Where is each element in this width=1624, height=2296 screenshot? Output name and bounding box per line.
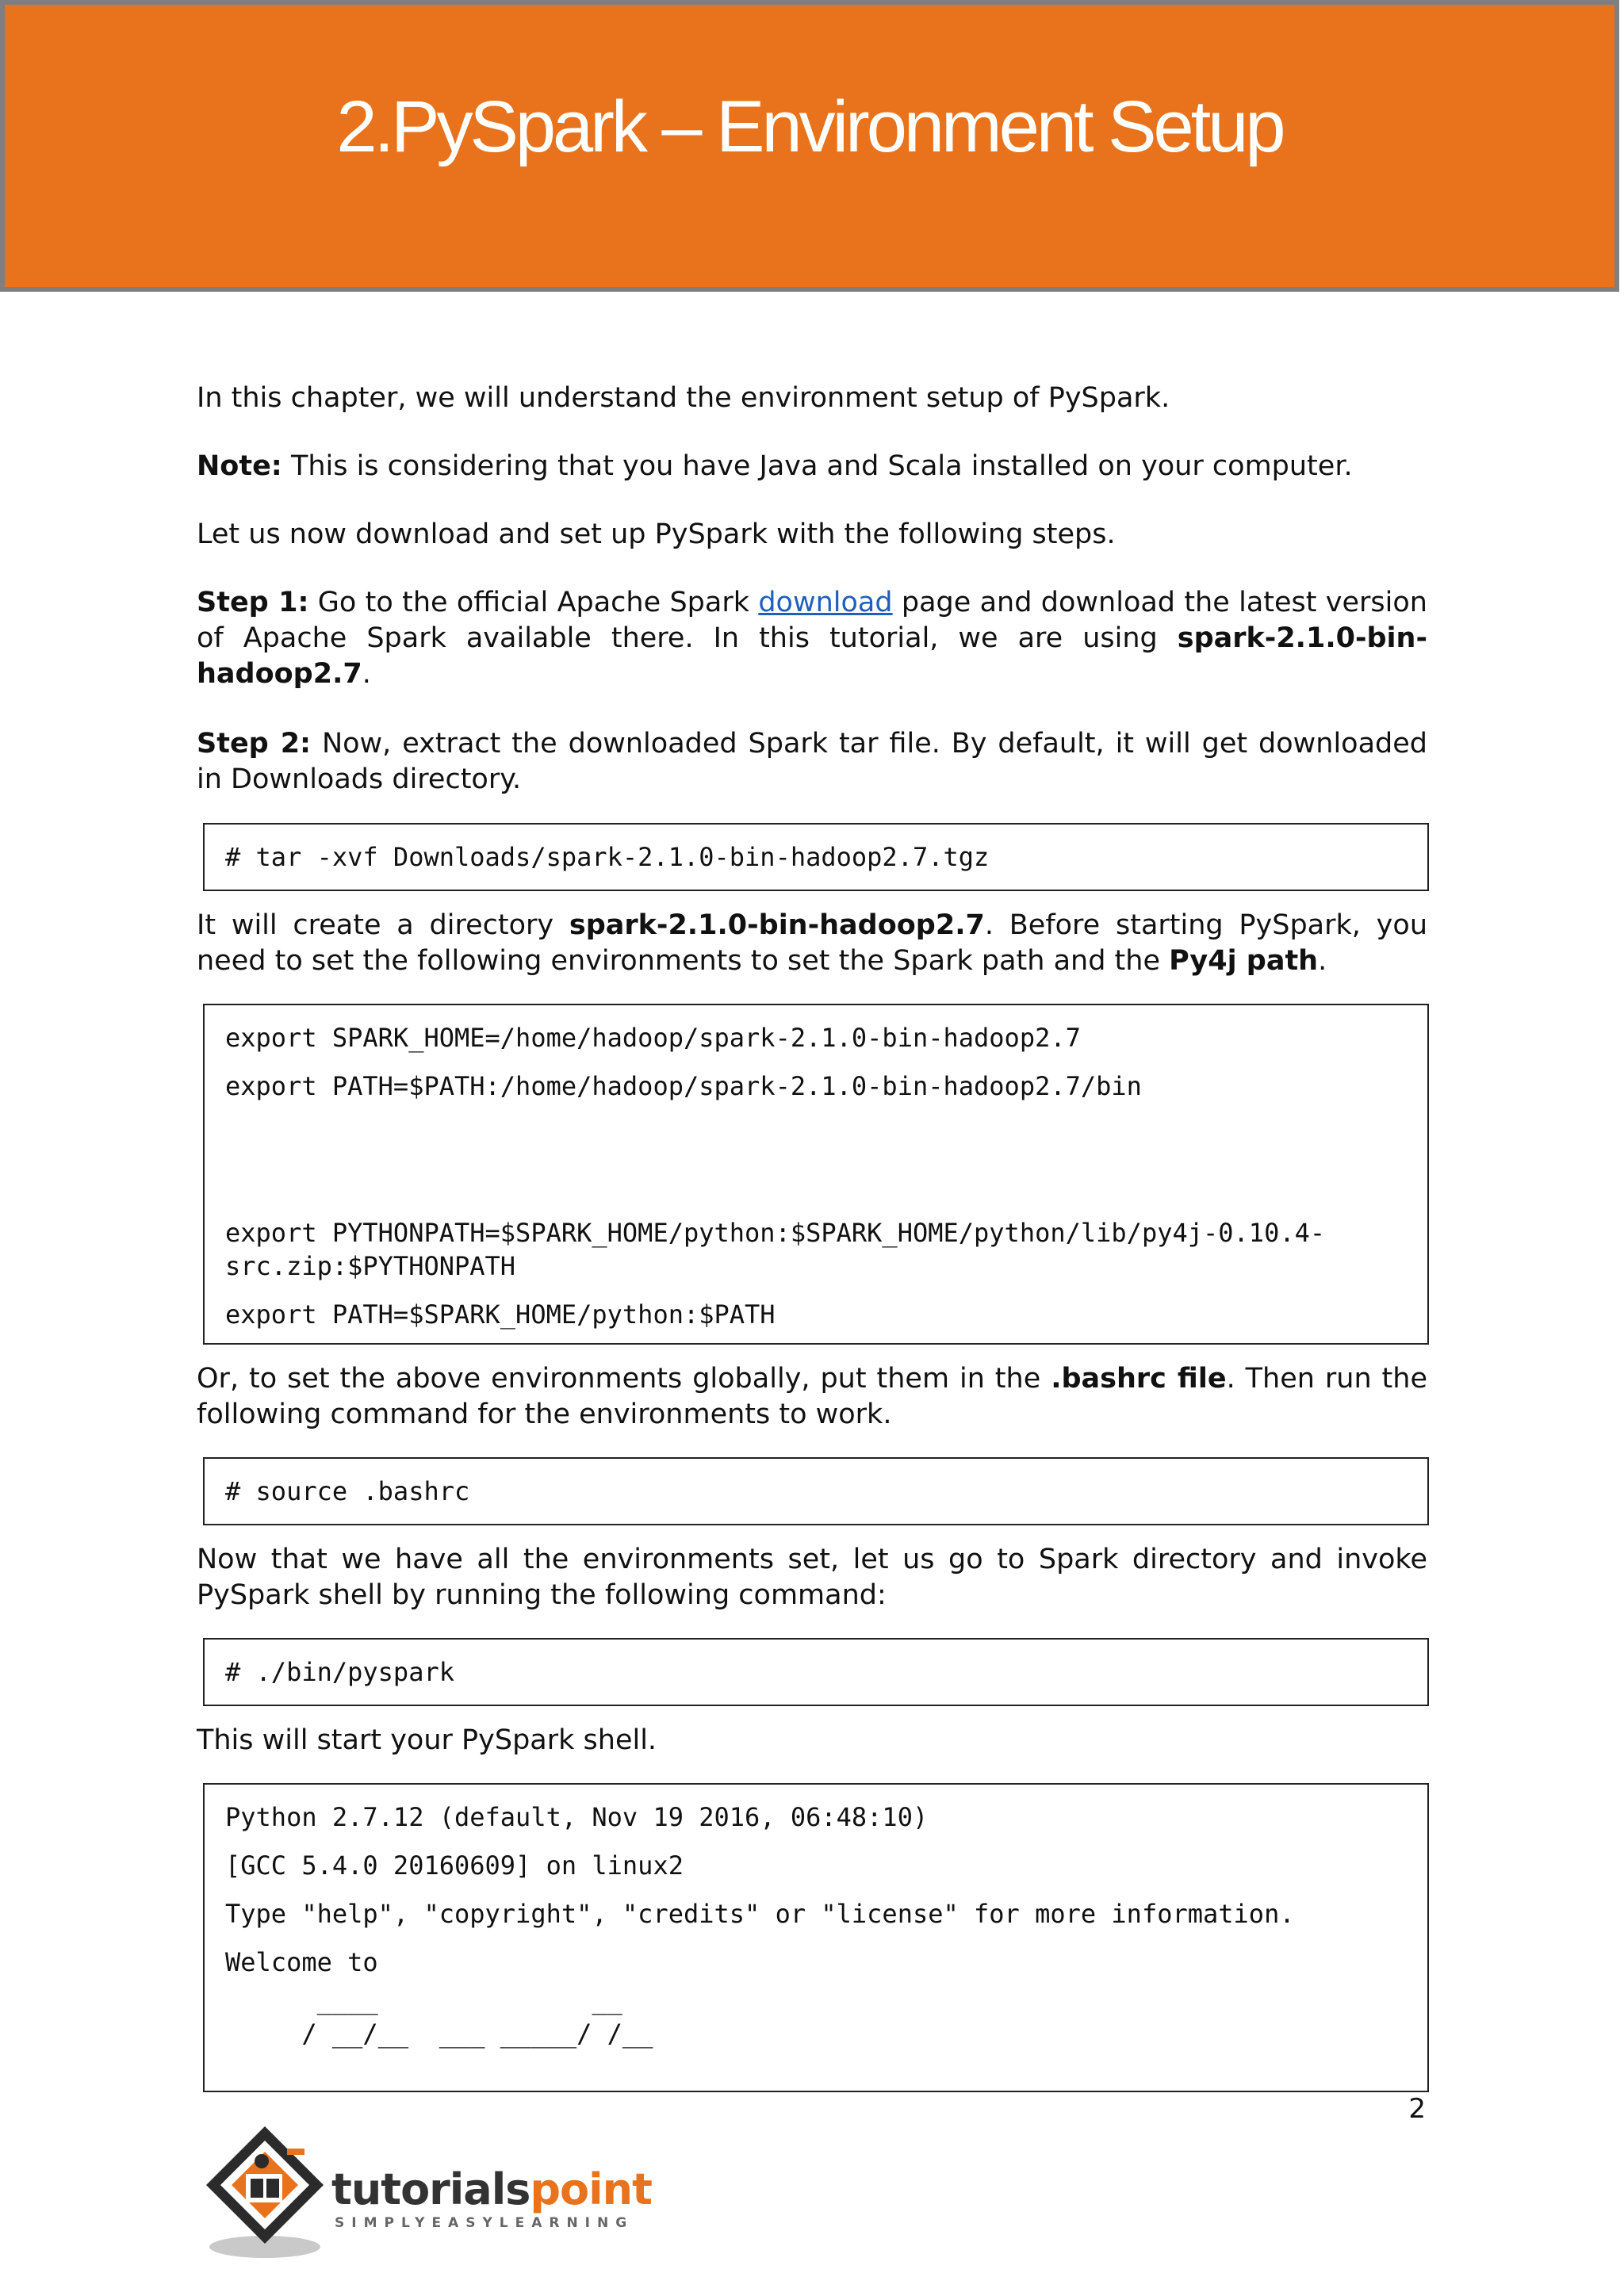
step1-text-a: Go to the official Apache Spark <box>308 587 759 618</box>
dir-text-c: . Before starting PySpark, you need to set the following environments to set the Spark path and the <box>197 909 1427 977</box>
code-line: export PATH=$PATH:/home/hadoop/spark-2.1.0-bin-hadoop2.7/bin <box>225 1071 1142 1101</box>
code-line: src.zip:$PYTHONPATH <box>225 1251 516 1281</box>
steps-intro-paragraph: Let us now download and set up PySpark with the following steps. <box>197 519 1116 550</box>
intro-paragraph: In this chapter, we will understand the environment setup of PySpark. <box>197 382 1170 414</box>
logo-diamond-icon <box>195 2120 338 2263</box>
code-line: Welcome to <box>225 1947 378 1977</box>
bashrc-paragraph <box>197 1361 1427 1433</box>
code-line: export PATH=$SPARK_HOME/python:$PATH <box>225 1299 776 1330</box>
code-block-pyspark <box>203 1638 1429 1706</box>
bashrc-text-c: . Then run the following command for the environments to work. <box>197 1363 1427 1430</box>
logo-brand-a: tutorials <box>331 2164 530 2214</box>
code-block-source <box>203 1457 1429 1525</box>
invoke-paragraph: Now that we have all the environments set, let us go to Spark directory and invoke PySpark shell by running the following command: <box>197 1544 1427 1611</box>
code-block-exports <box>203 1004 1429 1345</box>
chapter-content <box>197 381 1427 2092</box>
code-line: export SPARK_HOME=/home/hadoop/spark-2.1.0-bin-hadoop2.7 <box>225 1023 1081 1053</box>
download-link[interactable]: download <box>758 587 893 618</box>
step2-text: Now, extract the downloaded Spark tar file. By default, it will get downloaded in Downloads directory. <box>197 728 1427 795</box>
logo-brand-b: point <box>530 2164 652 2214</box>
code-line: Python 2.7.12 (default, Nov 19 2016, 06:48:10) <box>225 1802 929 1832</box>
code-line: # tar -xvf Downloads/spark-2.1.0-bin-hadoop2.7.tgz <box>225 842 990 872</box>
dir-bold-name: spark-2.1.0-bin-hadoop2.7 <box>569 909 985 941</box>
step1-label: Step 1: <box>197 587 309 618</box>
step1-version: spark-2.1.0-bin-hadoop2.7 <box>197 622 1427 690</box>
step2-paragraph <box>197 726 1427 798</box>
dir-text-a: It will create a directory <box>197 909 569 941</box>
step1-text-end: . <box>362 658 371 690</box>
bashrc-text-a: Or, to set the above environments globally, put them in the <box>197 1363 1051 1395</box>
note-paragraph <box>197 449 1427 484</box>
start-paragraph: This will start your PySpark shell. <box>197 1724 657 1756</box>
code-line: # ./bin/pyspark <box>225 1657 454 1687</box>
code-line: export PYTHONPATH=$SPARK_HOME/python:$SPARK_HOME/python/lib/py4j-0.10.4- <box>225 1218 1326 1248</box>
logo-tagline: SIMPLYEASYLEARNING <box>335 2215 634 2231</box>
dir-text-e: . <box>1318 945 1327 977</box>
step1-paragraph <box>197 585 1427 692</box>
dir-bold-py4j: Py4j path <box>1169 945 1319 977</box>
code-line: # source .bashrc <box>225 1476 470 1506</box>
code-block-tar <box>203 823 1429 891</box>
logo-wordmark <box>331 2164 652 2214</box>
step1-text-b: page and download the latest version of Apache Spark available there. In this tutorial, we are using <box>197 587 1427 654</box>
code-block-shell-output <box>203 1783 1429 2092</box>
tutorialspoint-logo <box>195 2120 671 2263</box>
note-label: Note: <box>197 450 282 482</box>
chapter-title: 2.PySpark – Environment Setup <box>336 86 1283 167</box>
step2-label: Step 2: <box>197 728 312 760</box>
directory-paragraph <box>197 908 1427 979</box>
chapter-header <box>0 0 1619 292</box>
ascii-art-line: / __/__ ___ _____/ /__ <box>225 2019 653 2049</box>
note-text: This is considering that you have Java and Scala installed on your computer. <box>282 450 1353 482</box>
code-line: Type "help", "copyright", "credits" or "license" for more information. <box>225 1899 1295 1929</box>
page-number: 2 <box>1408 2093 1426 2125</box>
code-line: [GCC 5.4.0 20160609] on linux2 <box>225 1850 684 1881</box>
ascii-art-line: ____ __ <box>225 1985 622 2015</box>
bashrc-bold: .bashrc file <box>1051 1363 1227 1395</box>
